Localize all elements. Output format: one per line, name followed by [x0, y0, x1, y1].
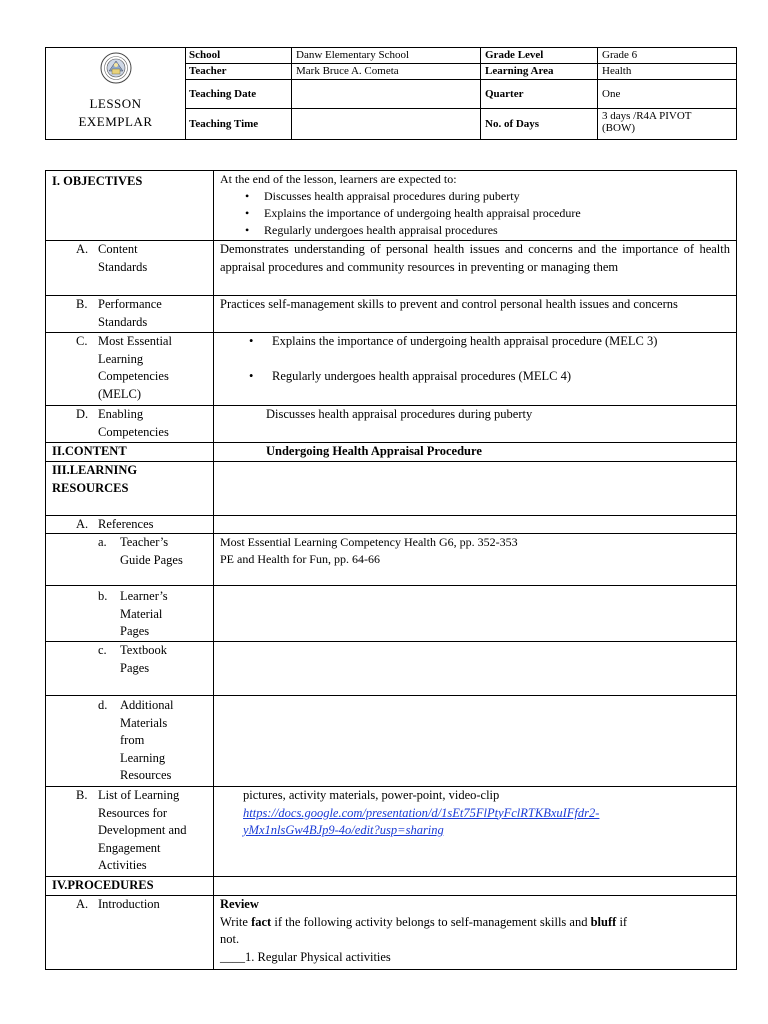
list-resources-row [46, 787, 736, 877]
additional-materials-row [46, 696, 736, 787]
teacher-label: Teacher [185, 64, 292, 80]
days-value-line2: (BOW) [602, 122, 635, 134]
performance-standards-label: B. Performance Standards [76, 297, 162, 329]
melc-label-cell [46, 333, 214, 405]
teachers-guide-label-cell [46, 534, 214, 585]
days-value [598, 109, 736, 139]
references-content-cell [214, 516, 736, 533]
list-resources-label-cell [46, 787, 214, 876]
review-instructions-line2: not. [220, 932, 240, 946]
enabling-text: Discusses health appraisal procedures during puberty [266, 407, 533, 421]
performance-standards-label-cell [46, 296, 214, 332]
list-resources-text: pictures, activity materials, power-point, video-clip [243, 788, 500, 802]
references-label-cell [46, 516, 214, 533]
teaching-time-label: Teaching Time [185, 109, 292, 139]
enabling-label-cell [46, 406, 214, 442]
content-standards-label: A. Content Standards [76, 242, 148, 274]
objectives-content-cell [214, 171, 736, 240]
performance-standards-text: Practices self-management skills to prevent and control personal health issues and concerns [220, 297, 678, 311]
textbook-content-cell [214, 642, 736, 695]
review-heading: Review [220, 897, 259, 911]
content-label: II.CONTENT [52, 444, 127, 458]
learners-material-row [46, 586, 736, 642]
content-standards-label-cell [46, 241, 214, 295]
teachers-guide-ref2: PE and Health for Fun, pp. 64-66 [220, 552, 380, 566]
list-resources-content-cell [214, 787, 736, 876]
learners-material-label: b. Learner’s Material Pages [98, 589, 168, 638]
teachers-guide-label: a. Teacher’s Guide Pages [98, 535, 183, 567]
days-label: No. of Days [481, 109, 598, 139]
lesson-plan-table [45, 170, 737, 970]
quarter-value: One [598, 80, 736, 109]
melc-row [46, 333, 736, 406]
header-table [45, 47, 737, 140]
lesson-title-line2: EXEMPLAR [78, 114, 153, 129]
content-label-cell [46, 443, 214, 461]
objectives-label: I. OBJECTIVES [52, 174, 143, 188]
melc-item: • Explains the importance of undergoing health appraisal procedure (MELC 3) [249, 334, 658, 348]
objective-item: • Discusses health appraisal procedures during puberty [245, 189, 520, 203]
references-label: A. References [76, 517, 154, 531]
teacher-value: Mark Bruce A. Cometa [292, 64, 481, 80]
teachers-guide-ref1: Most Essential Learning Competency Health G6, pp. 352-353 [220, 535, 518, 549]
review-item: ____1. Regular Physical activities [220, 949, 391, 964]
textbook-label: c. Textbook Pages [98, 643, 168, 675]
additional-materials-label-cell [46, 696, 214, 786]
objectives-intro: At the end of the lesson, learners are expected to: [220, 172, 457, 186]
school-label: School [185, 48, 292, 64]
review-instructions: Write fact if the following activity belongs to self-management skills and bluff if [220, 914, 628, 929]
procedures-content-cell [214, 877, 736, 895]
objective-item: • Regularly undergoes health appraisal procedures [245, 223, 498, 237]
teaching-date-value [292, 80, 481, 109]
content-row [46, 443, 736, 462]
procedures-row [46, 877, 736, 896]
learners-material-label-cell [46, 586, 214, 641]
grade-level-label: Grade Level [481, 48, 598, 64]
quarter-label: Quarter [481, 80, 598, 109]
performance-standards-row [46, 296, 736, 333]
procedures-label: IV.PROCEDURES [52, 878, 154, 892]
additional-materials-content-cell [214, 696, 736, 786]
teachers-guide-content-cell [214, 534, 736, 585]
presentation-link-line2[interactable]: yMx1nlsGw4BJp9-4o/edit?usp=sharing [243, 823, 444, 837]
teaching-time-value [292, 109, 481, 139]
content-text: Undergoing Health Appraisal Procedure [266, 444, 482, 458]
enabling-row [46, 406, 736, 443]
objectives-row [46, 171, 736, 241]
teaching-date-label: Teaching Date [185, 80, 292, 109]
content-standards-text: Demonstrates understanding of personal health issues and concerns and the importance of health appraisal procedures and community resources in preventing or managing them [220, 242, 730, 274]
lesson-title-line1: LESSON [89, 96, 142, 111]
melc-label: C. Most Essential Learning Competencies (MELC) [76, 334, 172, 401]
learning-resources-label: III.LEARNING RESOURCES [52, 463, 138, 495]
learners-material-content-cell [214, 586, 736, 641]
textbook-label-cell [46, 642, 214, 695]
procedures-label-cell [46, 877, 214, 895]
textbook-row [46, 642, 736, 696]
objective-item: • Explains the importance of undergoing health appraisal procedure [245, 206, 581, 220]
learning-area-value: Health [598, 64, 736, 80]
school-value: Danw Elementary School [292, 48, 481, 64]
objectives-label-cell [46, 171, 214, 240]
teachers-guide-row [46, 534, 736, 586]
learning-resources-row [46, 462, 736, 516]
references-row [46, 516, 736, 534]
enabling-label: D. Enabling Competencies [76, 407, 169, 439]
introduction-label: A. Introduction [76, 897, 160, 911]
list-resources-label: B. List of Learning Resources for Development and Engagement Activities [76, 788, 187, 872]
content-standards-row [46, 241, 736, 296]
melc-content-cell [214, 333, 736, 405]
learning-resources-label-cell [46, 462, 214, 515]
header-info-grid [185, 48, 736, 139]
answer-blank: ____ [220, 949, 245, 964]
additional-materials-label: d. Additional Materials from Learning Resources [98, 698, 174, 782]
days-value-line1: 3 days /R4A PIVOT [602, 110, 692, 122]
introduction-content-cell [214, 896, 736, 970]
presentation-link-line1[interactable]: https://docs.google.com/presentation/d/1sEt75FlPtyFclRTKBxuIFfdr2- [243, 805, 600, 820]
introduction-label-cell [46, 896, 214, 970]
header-logo-cell [46, 48, 186, 139]
melc-item: • Regularly undergoes health appraisal procedures (MELC 4) [249, 368, 571, 383]
deped-seal-icon [100, 52, 132, 84]
learning-area-label: Learning Area [481, 64, 598, 80]
learning-resources-content-cell [214, 462, 736, 515]
introduction-row [46, 896, 736, 970]
grade-level-value: Grade 6 [598, 48, 736, 64]
